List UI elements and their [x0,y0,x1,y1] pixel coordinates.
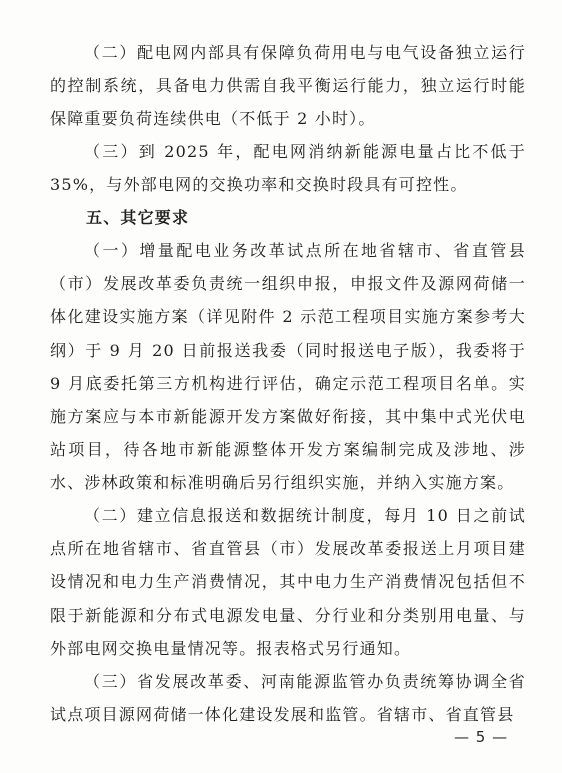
page-number: — 5 — [454,728,509,746]
paragraph: （一）增量配电业务改革试点所在地省辖市、省直管县（市）发展改革委负责统一组织申报，申报文件及源网荷储一体化建设实施方案（详见附件 2 示范工程项目实施方案参考大纲）于 9 月 20 日前报送我委（同时报送电子版），我委将于 9 月底委托第三方机构进行评估，确定示范工程项目名单。实施方案应与本市新能源开发方案做好衔接，其中集中式光伏电站项目，待各地市新能源整体开发方案编制完成及涉地、涉水、涉林政策和标准明确后另行组织实施，并纳入实施方案。 [50,241,526,493]
paragraph: （二）配电网内部具有保障负荷用电与电气设备独立运行的控制系统，具备电力供需自我平衡运行能力，独立运行时能保障重要负荷连续供电（不低于 2 小时）。 [50,43,526,129]
section-heading: 五、其它要求 [86,208,190,227]
paragraph: （三）省发展改革委、河南能源监管办负责统筹协调全省试点项目源网荷储一体化建设发展和监管。省辖市、省直管县 [50,672,526,725]
paragraph: （三）到 2025 年，配电网消纳新能源电量占比不低于 35%，与外部电网的交换功率和交换时段具有可控性。 [50,142,526,195]
paragraph: （二）建立信息报送和数据统计制度，每月 10 日之前试点所在地省辖市、省直管县（市）发展改革委报送上月项目建设情况和电力生产消费情况，其中电力生产消费情况包括但不限于新能源和分布式电源发电量、分行业和分类别用电量、与外部电网交换电量情况等。报表格式另行通知。 [50,506,526,658]
